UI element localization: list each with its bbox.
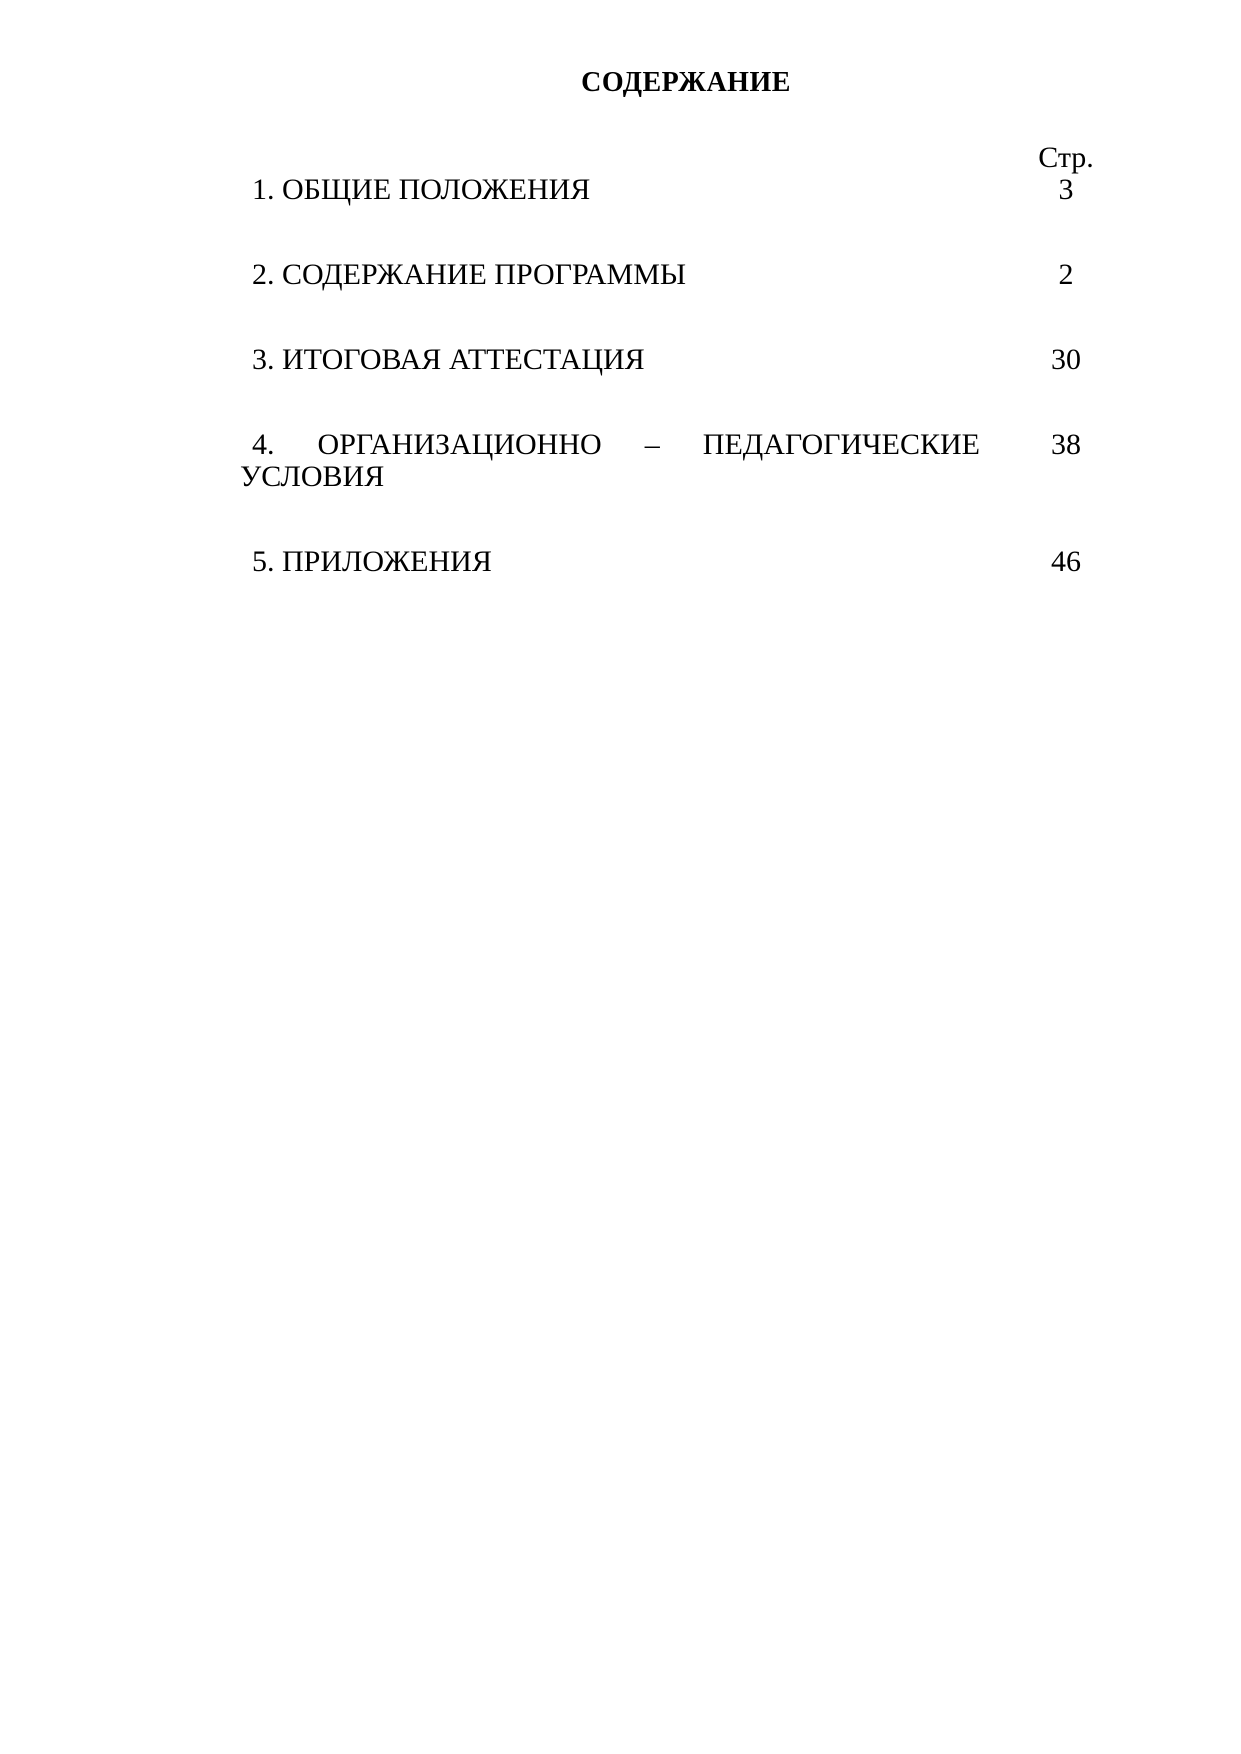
toc-item-page: 46 <box>1051 545 1081 578</box>
page-column-header: Стр. <box>1038 141 1094 174</box>
toc-item-page: 38 <box>1051 428 1081 461</box>
toc-item-page: 30 <box>1051 343 1081 376</box>
toc-item-text: 4. ОРГАНИЗАЦИОННО – ПЕДАГОГИЧЕСКИЕ УСЛОВИЯ <box>240 428 980 493</box>
toc-item-page: 3 <box>1058 173 1074 206</box>
page-title: СОДЕРЖАНИЕ <box>581 67 791 98</box>
toc-row <box>240 546 1152 578</box>
toc-item-text: 5. ПРИЛОЖЕНИЯ <box>252 545 492 578</box>
toc-row <box>240 259 1152 291</box>
table-of-contents <box>240 141 1152 578</box>
toc-item-text: 2. СОДЕРЖАНИЕ ПРОГРАММЫ <box>252 258 687 291</box>
toc-row <box>240 429 1152 493</box>
toc-row <box>240 174 1152 206</box>
toc-header-row <box>240 141 1152 174</box>
toc-item-text: 1. ОБЩИЕ ПОЛОЖЕНИЯ <box>252 173 591 206</box>
toc-item-page: 2 <box>1058 258 1074 291</box>
toc-row <box>240 344 1152 376</box>
toc-item-text: 3. ИТОГОВАЯ АТТЕСТАЦИЯ <box>252 343 645 376</box>
